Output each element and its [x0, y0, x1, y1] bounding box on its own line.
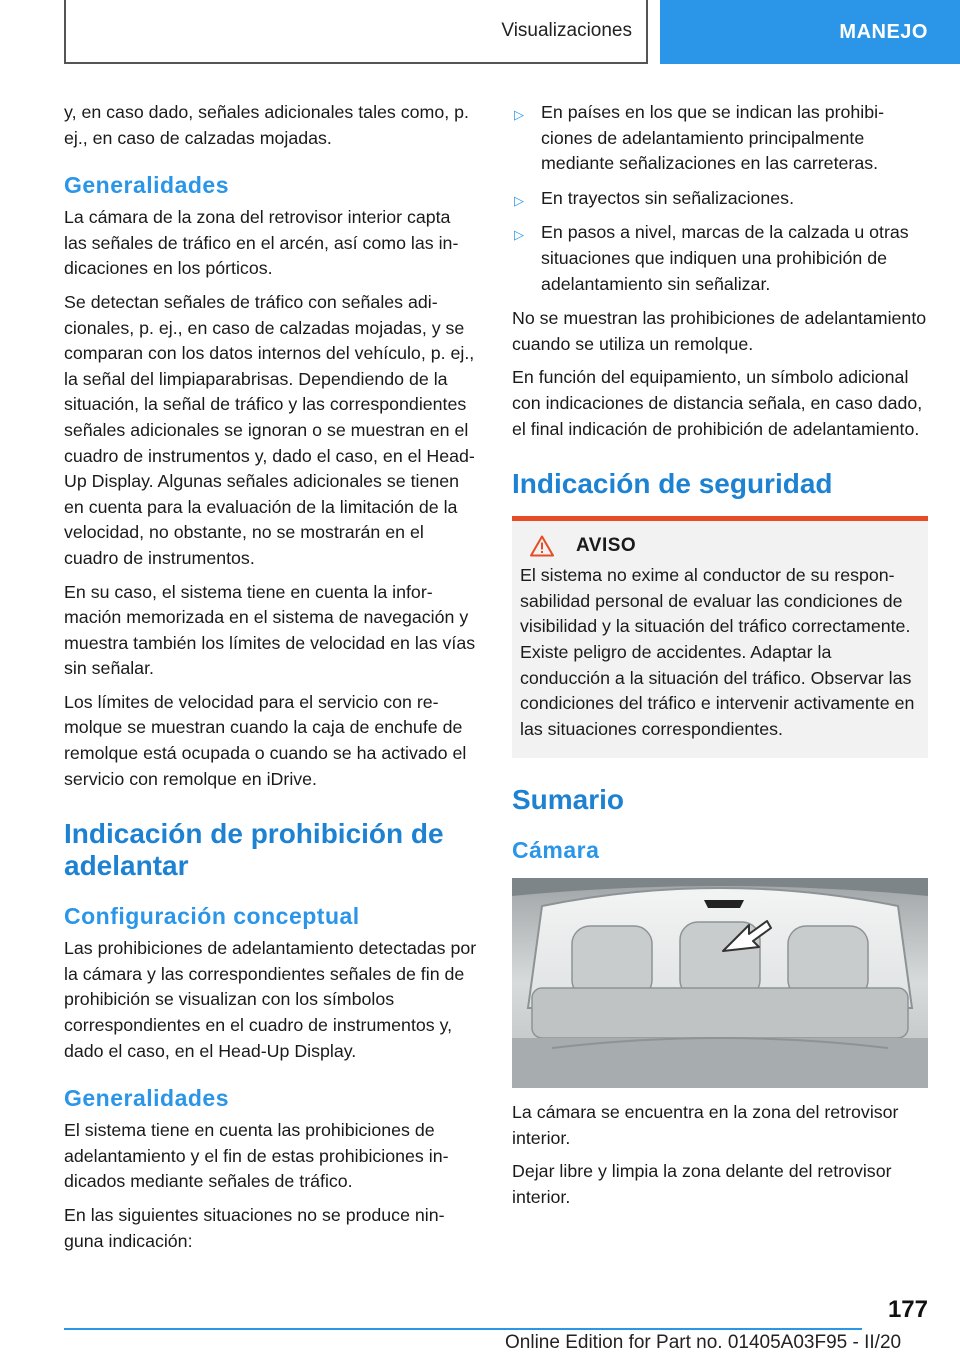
triangle-bullet-icon: ▷	[514, 107, 524, 122]
footer-rule	[64, 1328, 862, 1330]
warning-triangle-icon	[530, 535, 554, 557]
heading-camara: Cámara	[512, 837, 600, 864]
edition-text: Online Edition for Part no. 01405A03F95 - II/20	[505, 1332, 902, 1353]
paragraph: No se muestran las prohibiciones de adelantamiento cuando se utiliza un remolque.	[512, 308, 927, 354]
paragraph: La cámara de la zona del retrovisor interior capta las señales de tráfico en el arcén, así como las indicaciones en los pórticos.	[64, 207, 459, 279]
paragraph: Dejar libre y limpia la zona delante del retrovisor interior.	[512, 1161, 892, 1208]
paragraph: La cámara se encuentra en la zona del retrovisor interior.	[512, 1102, 899, 1148]
camera-location-image	[512, 878, 928, 1088]
paragraph: En las siguientes situaciones no se produce ninguna indicación:	[64, 1205, 445, 1251]
chapter-label: MANEJO	[839, 20, 928, 43]
paragraph: Las prohibiciones de adelantamiento detectadas por la cámara y las correspondientes señales de fin de prohibición se visualizan con los símbolos correspondientes en el cuadro de instrumentos y, dado el caso, en el Head-Up Display.	[64, 938, 477, 1061]
triangle-bullet-icon: ▷	[514, 227, 524, 243]
paragraph: El sistema tiene en cuenta las prohibiciones de adelantamiento y el fin de estas prohibiciones indicados mediante señales de tráfico.	[64, 1120, 449, 1192]
car-interior-illustration	[512, 878, 928, 1088]
heading-configuracion: Configuración conceptual	[64, 903, 360, 930]
paragraph: En función del equipamiento, un símbolo adicional con indicaciones de distancia señala, en caso dado, el final indicación de prohibición de adelantamiento.	[512, 367, 923, 439]
heading-sumario: Sumario	[512, 784, 625, 816]
warning-title: AVISO	[576, 535, 637, 557]
heading-seguridad: Indicación de seguridad	[512, 468, 833, 500]
paragraph: y, en caso dado, señales adicionales tales como, p. ej., en caso de calzadas mojadas.	[64, 102, 469, 148]
heading-generalidades-2: Generalidades	[64, 1085, 230, 1112]
warning-text: El sistema no exime al conductor de su responsabilidad personal de evaluar las condiciones de visibilidad y la situación del tráfico correctamente. Existe peligro de accidentes. Adaptar la conducción a la situación del tráfico. Observar las condiciones del tráfico e intervenir activamente en las situaciones correspondientes.	[520, 565, 915, 739]
page-number: 177	[887, 1296, 928, 1323]
warning-box	[512, 516, 928, 758]
list-item: ▷ En trayectos sin señalizaciones.	[512, 186, 928, 212]
paragraph: En su caso, el sistema tiene en cuenta la información memorizada en el sistema de navegación y muestra también los límites de velocidad en las vías sin señalar.	[64, 581, 476, 679]
section-tab	[64, 0, 648, 64]
bullet-list	[512, 100, 928, 297]
paragraph: Se detectan señales de tráfico con señales adicionales, p. ej., en caso de calzadas mojadas, y se comparan con los datos internos del vehículo, p. ej., la señal del limpiaparabrisas. Dependiendo de la situación, la señal de tráfico y las correspondientes señales adicionales se ignoran o se muestran en el cuadro de instrumentos y, dado el caso, en el Head-Up Display. Algunas señales adicionales se tienen en cuenta para la evaluación de la limitación de la velocidad, no obstante, no se mostrarán en el cuadro de instrumentos.	[64, 291, 475, 568]
right-column	[512, 100, 928, 1219]
paragraph: Los límites de velocidad para el servicio con remolque se muestran cuando la caja de enchufe de remolque está ocupada o cuando se ha activado el servicio con remolque en iDrive.	[64, 691, 467, 789]
list-item: ▷ En pasos a nivel, marcas de la calzada u otras situaciones que indiquen una prohibición de adelantamiento sin señalizar.	[514, 222, 909, 294]
triangle-bullet-icon: ▷	[514, 192, 524, 208]
chapter-tab	[660, 0, 960, 64]
heading-generalidades: Generalidades	[64, 172, 230, 199]
left-column	[64, 100, 478, 1262]
section-tab-label: Visualizaciones	[501, 20, 632, 41]
warning-title-row	[520, 535, 920, 557]
list-item: ▷ En países en los que se indican las prohibiciones de adelantamiento principalmente mediante señalizaciones en las carreteras.	[514, 102, 884, 174]
heading-prohibicion: Indicación de prohibición de adelantar	[64, 818, 444, 882]
